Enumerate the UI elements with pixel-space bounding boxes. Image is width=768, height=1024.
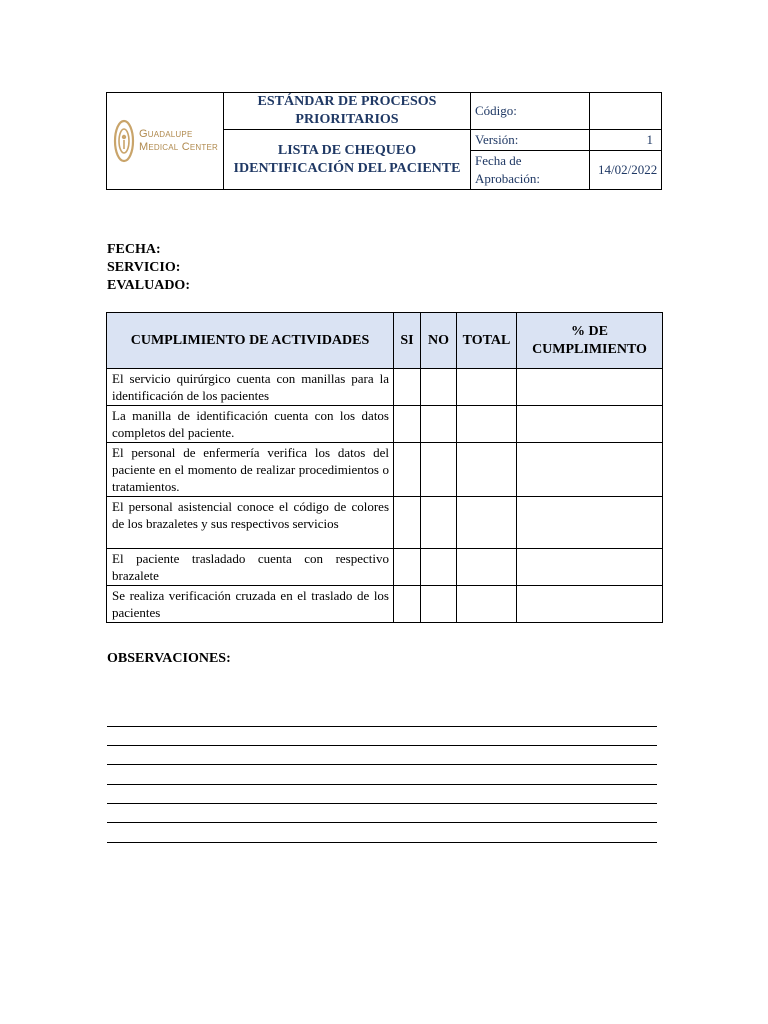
table-row <box>107 549 663 586</box>
percent-cell[interactable] <box>517 406 663 443</box>
total-cell[interactable] <box>457 497 517 549</box>
si-cell[interactable] <box>394 549 421 586</box>
percent-header: % DE CUMPLIMIENTO <box>517 313 663 369</box>
hospital-logo-icon <box>113 117 135 165</box>
activity-text: El paciente trasladado cuenta con respectivo brazalete <box>107 549 394 586</box>
si-header: SI <box>394 313 421 369</box>
approval-date-value: 14/02/2022 <box>590 151 662 190</box>
fecha-label: FECHA: <box>107 242 161 257</box>
no-cell[interactable] <box>421 586 457 623</box>
logo-cell <box>107 93 224 190</box>
activity-text: Se realiza verificación cruzada en el traslado de los pacientes <box>107 586 394 623</box>
si-cell[interactable] <box>394 369 421 406</box>
observation-line[interactable] <box>107 745 657 746</box>
si-cell[interactable] <box>394 443 421 497</box>
activities-header: CUMPLIMIENTO DE ACTIVIDADES <box>107 313 394 369</box>
activity-text: El personal de enfermería verifica los datos del paciente en el momento de realizar procedimientos o tratamientos. <box>107 443 394 497</box>
total-cell[interactable] <box>457 406 517 443</box>
table-row <box>107 406 663 443</box>
standard-title: ESTÁNDAR DE PROCESOS PRIORITARIOS <box>224 93 471 130</box>
si-cell[interactable] <box>394 406 421 443</box>
checklist-title: LISTA DE CHEQUEO IDENTIFICACIÓN DEL PACIENTE <box>224 130 471 190</box>
no-cell[interactable] <box>421 369 457 406</box>
observation-line[interactable] <box>107 842 657 843</box>
total-cell[interactable] <box>457 443 517 497</box>
observation-line[interactable] <box>107 726 657 727</box>
percent-cell[interactable] <box>517 443 663 497</box>
activity-text: El personal asistencial conoce el código de colores de los brazaletes y sus respectivos servicios <box>107 497 394 549</box>
percent-cell[interactable] <box>517 586 663 623</box>
table-row <box>107 369 663 406</box>
no-cell[interactable] <box>421 549 457 586</box>
table-row <box>107 497 663 549</box>
total-cell[interactable] <box>457 549 517 586</box>
codigo-label: Código: <box>471 93 590 130</box>
no-cell[interactable] <box>421 443 457 497</box>
si-cell[interactable] <box>394 497 421 549</box>
activity-text: La manilla de identificación cuenta con los datos completos del paciente. <box>107 406 394 443</box>
observation-line[interactable] <box>107 764 657 765</box>
evaluado-label: EVALUADO: <box>107 278 190 293</box>
approval-date-label: Fecha de Aprobación: <box>471 151 590 190</box>
total-cell[interactable] <box>457 586 517 623</box>
si-cell[interactable] <box>394 586 421 623</box>
servicio-label: SERVICIO: <box>107 260 181 275</box>
no-cell[interactable] <box>421 406 457 443</box>
no-header: NO <box>421 313 457 369</box>
checklist-table <box>106 312 663 623</box>
codigo-value <box>590 93 662 130</box>
observations-label: OBSERVACIONES: <box>107 651 231 666</box>
version-value: 1 <box>590 130 662 151</box>
form-fields <box>107 241 190 295</box>
percent-cell[interactable] <box>517 369 663 406</box>
percent-cell[interactable] <box>517 497 663 549</box>
table-row <box>107 443 663 497</box>
document-header <box>106 92 662 190</box>
percent-cell[interactable] <box>517 549 663 586</box>
table-row <box>107 586 663 623</box>
hospital-logo <box>107 117 223 165</box>
no-cell[interactable] <box>421 497 457 549</box>
total-cell[interactable] <box>457 369 517 406</box>
version-label: Versión: <box>471 130 590 151</box>
activity-text: El servicio quirúrgico cuenta con manillas para la identificación de los pacientes <box>107 369 394 406</box>
logo-text-line2: Medical Center <box>139 141 218 153</box>
logo-text-line1: Guadalupe <box>139 128 193 140</box>
observation-line[interactable] <box>107 784 657 785</box>
total-header: TOTAL <box>457 313 517 369</box>
observation-line[interactable] <box>107 822 657 823</box>
observation-line[interactable] <box>107 803 657 804</box>
